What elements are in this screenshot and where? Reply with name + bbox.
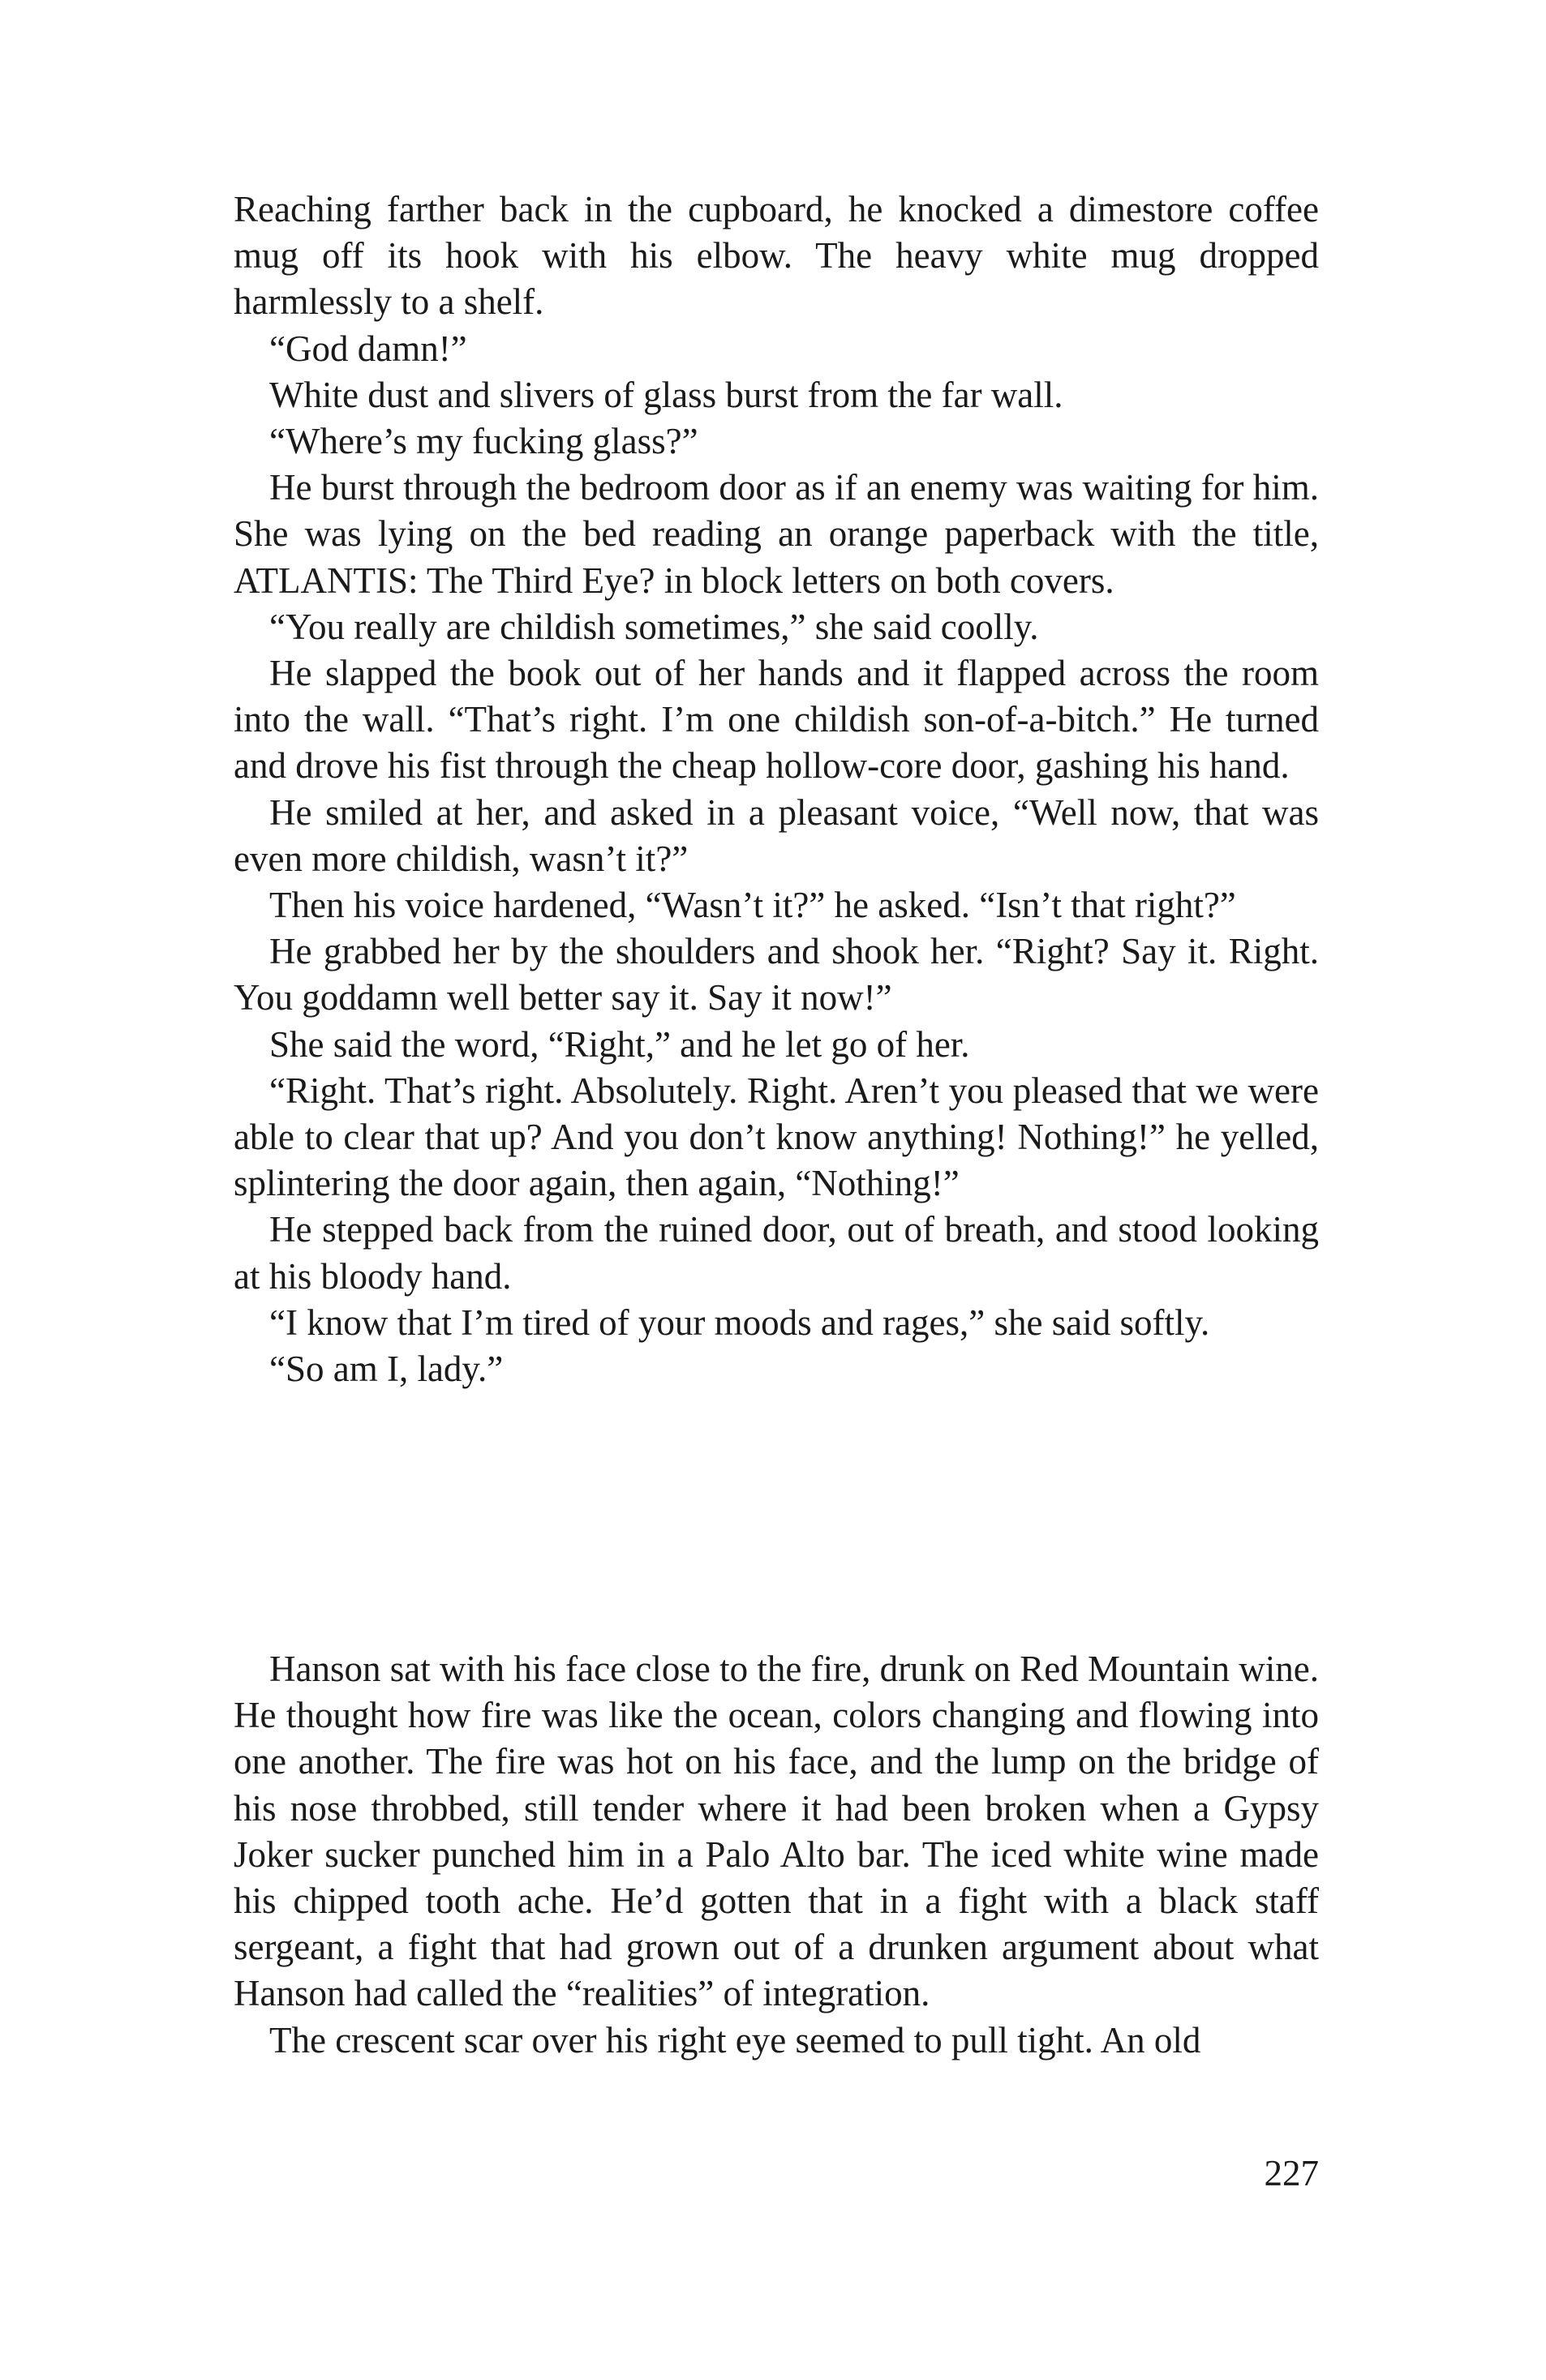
paragraph-2: “God damn!”	[269, 328, 467, 369]
section-1	[234, 187, 1319, 1392]
paragraph-12: “Right. That’s right. Absolutely. Right. Aren’t you pleased that we were able to clear that up? And you don’t know anything! Nothing!” he yelled, splintering the door again, then again, “Nothing!”	[234, 1070, 1319, 1204]
paragraph-9: Then his voice hardened, “Wasn’t it?” he asked. “Isn’t that right?”	[269, 885, 1236, 926]
paragraph-4: “Where’s my fucking glass?”	[269, 421, 698, 462]
paragraph-17: The crescent scar over his right eye seemed to pull tight. An old	[269, 2019, 1201, 2061]
paragraph-7: He slapped the book out of her hands and it flapped across the room into the wall. “That’s right. I’m one childish son-of-a-bitch.” He turned and drove his fist through the cheap hollow-core door, gashing his hand.	[234, 653, 1319, 787]
paragraph-1: Reaching farther back in the cupboard, he knocked a dimestore coffee mug off its hook with his elbow. The heavy white mug dropped harmlessly to a shelf.	[234, 189, 1319, 323]
paragraph-5: He burst through the bedroom door as if an enemy was waiting for him. She was lying on the bed reading an orange paperback with the title, ATLANTIS: The Third Eye? in block letters on both covers.	[234, 467, 1319, 601]
paragraph-6: “You really are childish sometimes,” she said coolly.	[269, 606, 1039, 647]
paragraph-16: Hanson sat with his face close to the fire, drunk on Red Mountain wine. He thought how fire was like the ocean, colors changing and flowing into one another. The fire was hot on his face, and the lump on the bridge of his nose throbbed, still tender where it had been broken when a Gypsy Joker sucker punched him in a Palo Alto bar. The iced white wine made his chipped tooth ache. He’d gotten that in a fight with a black staff sergeant, a fight that had grown out of a drunken argument about what Hanson had called the “realities” of integration.	[234, 1649, 1319, 2014]
paragraph-3: White dust and slivers of glass burst from the far wall.	[269, 374, 1063, 415]
paragraph-13: He stepped back from the ruined door, out of breath, and stood looking at his bloody hand.	[234, 1209, 1319, 1297]
section-2	[234, 1646, 1319, 2064]
page-number: 227	[1264, 2153, 1319, 2193]
paragraph-10: He grabbed her by the shoulders and shook her. “Right? Say it. Right. You goddamn well better say it. Say it now!”	[234, 931, 1319, 1018]
paragraph-15: “So am I, lady.”	[269, 1349, 504, 1390]
paragraph-8: He smiled at her, and asked in a pleasant voice, “Well now, that was even more childish, wasn’t it?”	[234, 791, 1319, 879]
paragraph-11: She said the word, “Right,” and he let go of her.	[269, 1023, 970, 1065]
paragraph-14: “I know that I’m tired of your moods and rages,” she said softly.	[269, 1301, 1210, 1343]
